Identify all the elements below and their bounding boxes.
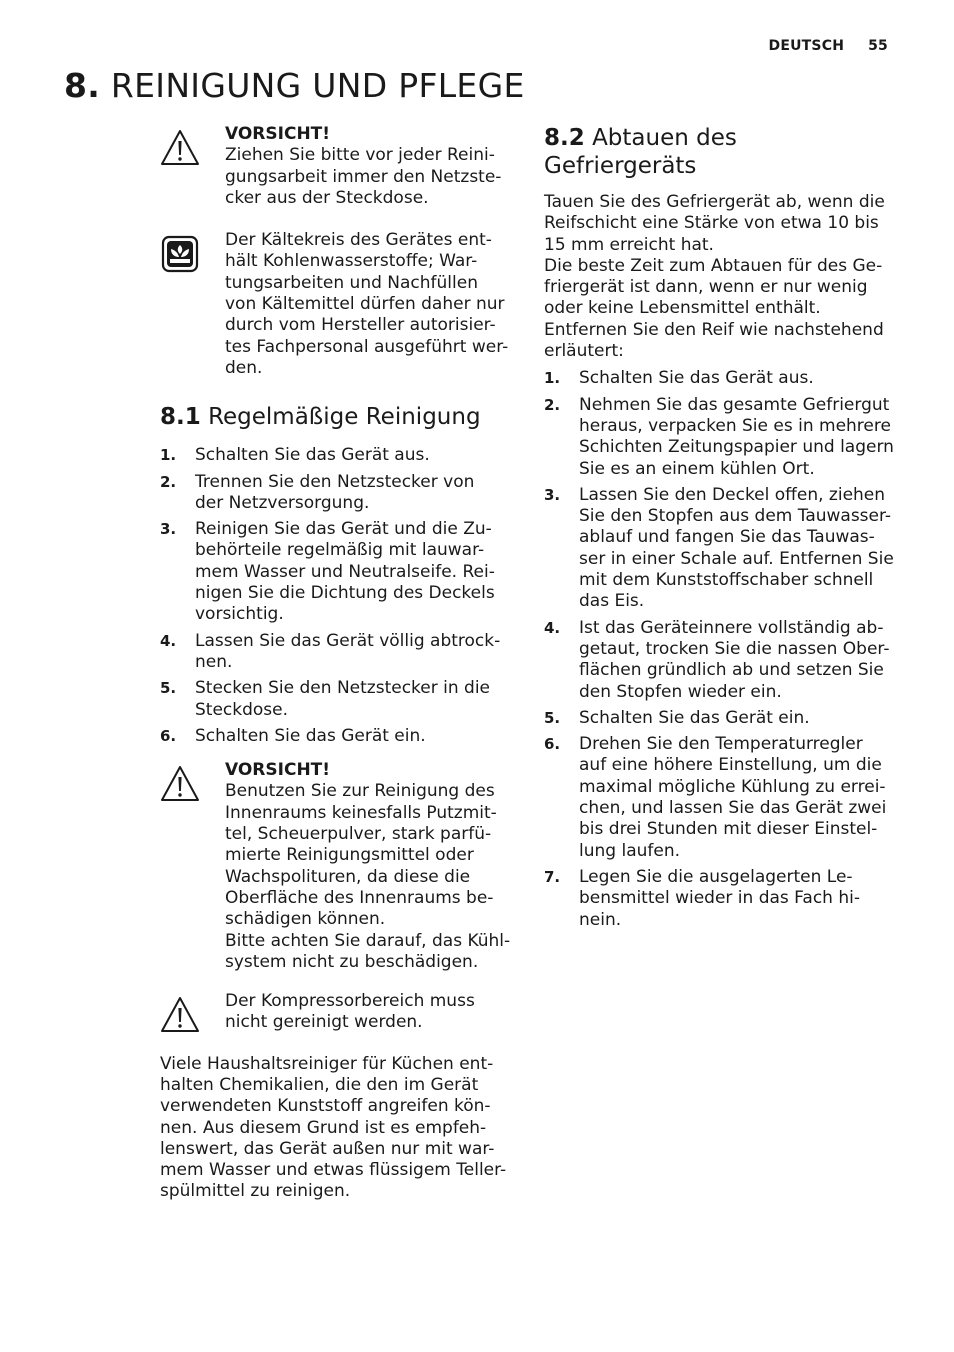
language-label: DEUTSCH bbox=[768, 38, 845, 54]
household-cleaner-paragraph: Viele Haushaltsreiniger für Küchen ent- halten Chemikalien, die den im Gerät verwendeten Kunststoff angreifen kön- nen. Aus diesem Grund ist es empfeh- lenswert, das Gerät außen nur mit war- mem Wasser und etwas flüssigem Teller- spülmittel zu reinigen. bbox=[160, 1053, 507, 1202]
list-item bbox=[544, 708, 896, 729]
chapter-title bbox=[64, 66, 525, 105]
step-text: Legen Sie die ausgelagerten Le- bensmittel wieder in das Fach hi- nein. bbox=[579, 866, 860, 930]
list-item bbox=[160, 519, 512, 625]
warning-triangle-icon bbox=[160, 128, 200, 168]
list-item bbox=[544, 618, 896, 703]
left-column bbox=[160, 124, 512, 1203]
chapter-number: 8. bbox=[64, 66, 101, 105]
step-text: Schalten Sie das Gerät aus. bbox=[195, 445, 430, 466]
notice-title: VORSICHT! bbox=[225, 124, 331, 144]
step-number: 4. bbox=[160, 631, 177, 650]
section-title: Regelmäßige Reinigung bbox=[208, 404, 481, 431]
list-item bbox=[160, 472, 512, 515]
step-text: Lassen Sie den Deckel offen, ziehen Sie den Stopfen aus dem Tauwasser- ablauf und fangen Sie das Tauwas- ser in einer Schale auf. Entfernen Sie mit dem Kunststoffschaber schnell das Eis. bbox=[579, 484, 894, 612]
page-header bbox=[769, 38, 888, 54]
list-item bbox=[544, 395, 896, 480]
section-heading-regular-cleaning bbox=[160, 403, 512, 431]
environment-notice bbox=[160, 230, 512, 379]
compressor-notice bbox=[160, 991, 512, 1034]
section-number: 8.1 bbox=[160, 404, 201, 431]
defrost-intro: Tauen Sie des Gefriergerät ab, wenn die Reifschicht eine Stärke von etwa 10 bis 15 mm erreicht hat. Die beste Zeit zum Abtauen für des Ge- friergerät ist dann, wenn er nur wenig oder keine Lebensmittel enthält. Entfernen Sie den Reif wie nachstehend erläutert: bbox=[544, 192, 885, 362]
step-number: 2. bbox=[160, 472, 177, 491]
list-item bbox=[160, 631, 512, 674]
page-number: 55 bbox=[868, 38, 888, 54]
step-number: 5. bbox=[160, 679, 177, 698]
step-number: 3. bbox=[544, 485, 561, 504]
step-text: Drehen Sie den Temperaturregler auf eine höhere Einstellung, um die maximal mögliche Kühlung zu errei- chen, und lassen Sie das Gerät zwei bis drei Stunden mit dieser Einstel- lung laufen. bbox=[579, 734, 887, 861]
step-number: 3. bbox=[160, 520, 177, 539]
refrigerant-hazard-icon bbox=[160, 234, 200, 274]
section-number: 8.2 bbox=[544, 125, 585, 151]
list-item bbox=[160, 726, 512, 747]
list-item bbox=[544, 368, 896, 389]
step-text: Reinigen Sie das Gerät und die Zu- behörteile regelmäßig mit lauwar- mem Wasser und Neutralseife. Rei- nigen Sie die Dichtung des Deckels vorsichtig. bbox=[195, 519, 495, 625]
list-item bbox=[544, 485, 896, 613]
step-number: 6. bbox=[544, 735, 561, 754]
step-number: 5. bbox=[544, 708, 561, 727]
cleaning-steps bbox=[160, 445, 512, 747]
step-text: Schalten Sie das Gerät ein. bbox=[579, 707, 810, 728]
notice-text: Benutzen Sie zur Reinigung des Innenraums keinesfalls Putzmit- tel, Scheuerpulver, stark parfü- mierte Reinigungsmittel oder Wachspolituren, da diese die Oberfläche des Innenraums be- schädigen können. Bitte achten Sie darauf, das Kühl- system nicht zu beschädigen. bbox=[225, 781, 511, 972]
warning-triangle-icon bbox=[160, 764, 200, 804]
caution-notice bbox=[160, 760, 512, 973]
step-number: 7. bbox=[544, 867, 561, 886]
notice-text: Ziehen Sie bitte vor jeder Reini- gungsarbeit immer den Netzste- cker aus der Steckdose. bbox=[225, 145, 502, 208]
step-text: Trennen Sie den Netzstecker von der Netzversorgung. bbox=[195, 471, 475, 513]
step-text: Stecken Sie den Netzstecker in die Steckdose. bbox=[195, 678, 491, 720]
warning-triangle-icon bbox=[160, 995, 200, 1035]
step-number: 1. bbox=[160, 446, 177, 465]
step-number: 2. bbox=[544, 395, 561, 414]
caution-notice bbox=[160, 124, 512, 209]
chapter-title-text: REINIGUNG UND PFLEGE bbox=[110, 66, 525, 105]
section-heading-defrosting bbox=[544, 124, 896, 180]
defrost-steps bbox=[544, 368, 896, 930]
step-number: 6. bbox=[160, 726, 177, 745]
notice-text: Der Kompressorbereich muss nicht gereinigt werden. bbox=[225, 991, 475, 1033]
step-text: Ist das Geräteinnere vollständig ab- getaut, trocken Sie die nassen Ober- flächen gründlich ab und setzen Sie den Stopfen wieder ein. bbox=[579, 617, 890, 702]
notice-title: VORSICHT! bbox=[225, 760, 331, 781]
list-item bbox=[544, 734, 896, 862]
list-item bbox=[160, 678, 512, 721]
section-title: Abtauen des Gefriergeräts bbox=[544, 125, 737, 179]
list-item bbox=[160, 445, 512, 466]
step-text: Schalten Sie das Gerät aus. bbox=[579, 368, 814, 389]
step-text: Lassen Sie das Gerät völlig abtrock- nen. bbox=[195, 630, 501, 672]
step-number: 1. bbox=[544, 369, 561, 388]
step-text: Nehmen Sie das gesamte Gefriergut heraus, verpacken Sie es in mehrere Schichten Zeitungspapier und lagern Sie es an einem kühlen Ort. bbox=[579, 394, 894, 479]
right-column bbox=[544, 124, 896, 936]
step-number: 4. bbox=[544, 618, 561, 637]
step-text: Schalten Sie das Gerät ein. bbox=[195, 725, 426, 746]
notice-text: Der Kältekreis des Gerätes ent- hält Kohlenwasserstoffe; War- tungsarbeiten und Nachfüllen von Kältemittel dürfen daher nur durch vom Hersteller autorisier- tes Fachpersonal ausgeführt wer- den. bbox=[225, 230, 509, 378]
list-item bbox=[544, 867, 896, 931]
